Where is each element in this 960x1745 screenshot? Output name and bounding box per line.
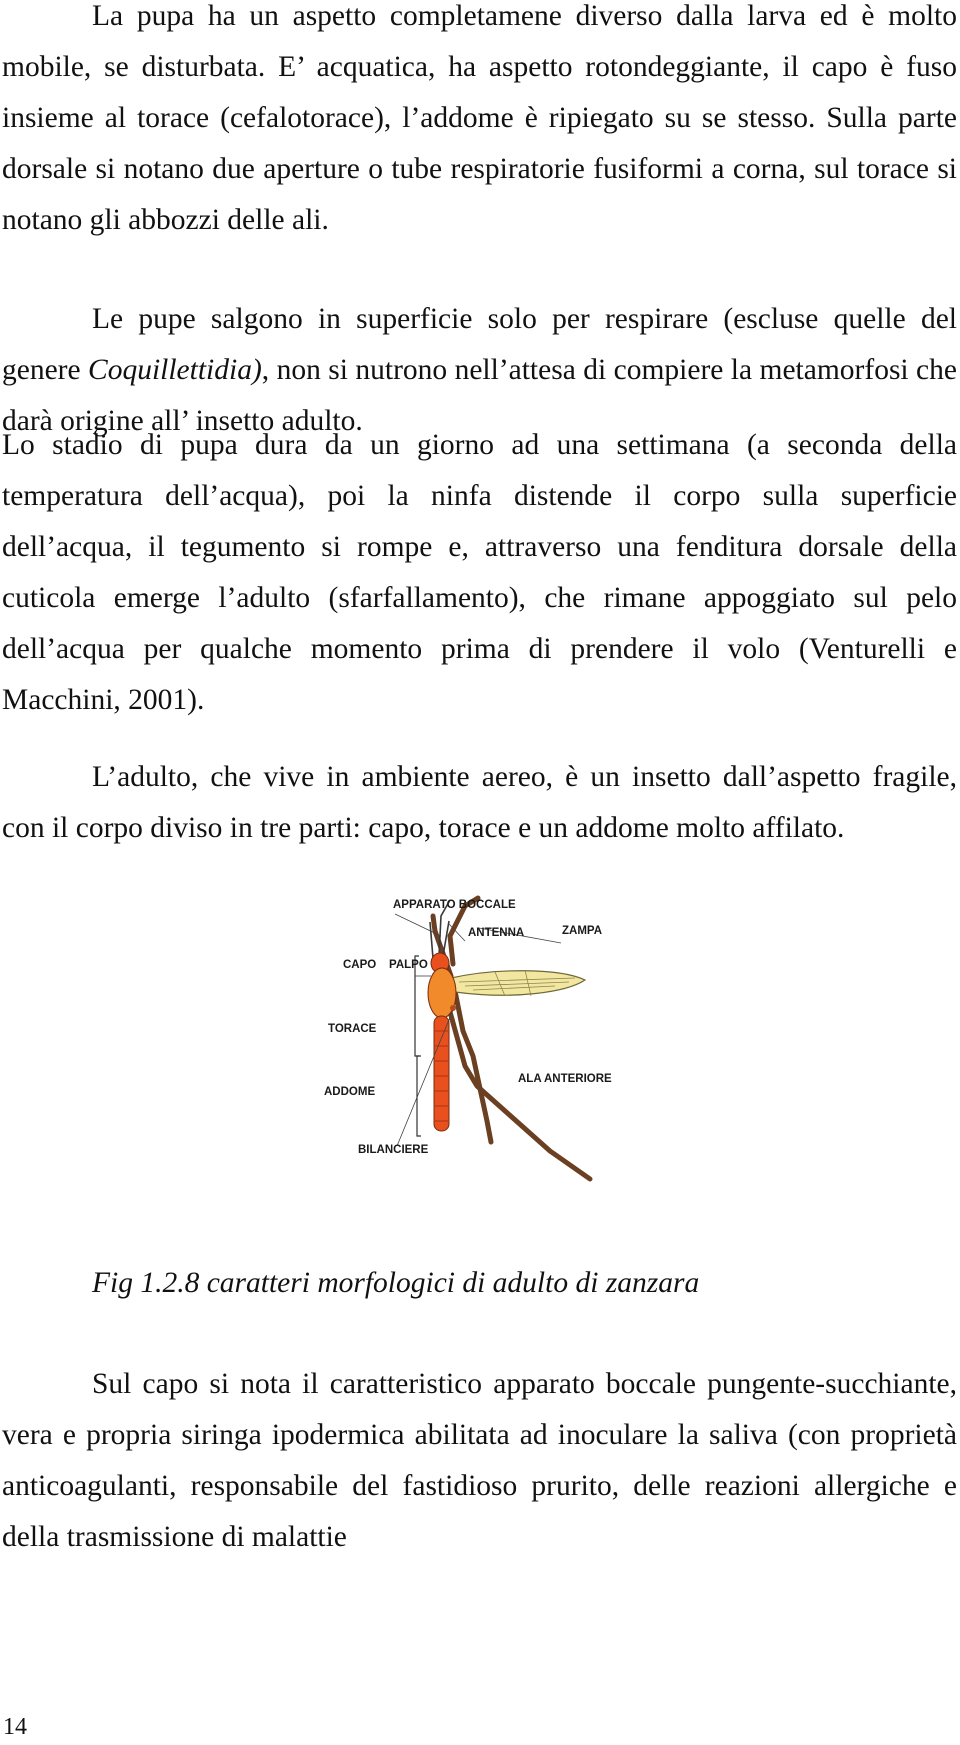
ala-anteriore bbox=[451, 971, 585, 995]
mosquito-diagram bbox=[324, 896, 695, 1261]
label-apparato-boccale: APPARATO BOCCALE bbox=[393, 899, 516, 911]
mosquito-legs bbox=[433, 898, 590, 1179]
page-number: 14 bbox=[3, 1714, 27, 1740]
label-bilanciere: BILANCIERE bbox=[358, 1144, 429, 1156]
bracket-capo-torace bbox=[415, 956, 419, 1056]
label-antenna: ANTENNA bbox=[468, 927, 525, 939]
genus-name-italic: Coquillettidia) bbox=[88, 354, 262, 386]
mosquito-morphology-figure bbox=[324, 896, 695, 1261]
hind-leg bbox=[447, 1001, 590, 1179]
paragraph-mouthparts: Sul capo si nota il caratteristico apparato boccale pungente-succhiante, vera e propria siringa ipodermica abilitata ad inoculare la saliva (con proprietà anticoagulanti, responsabile del fastidioso prurito, delle reazioni allergiche e della trasmissione di malattie bbox=[2, 1368, 957, 1553]
mosquito-wing bbox=[451, 970, 585, 996]
label-addome: ADDOME bbox=[324, 1086, 376, 1098]
paragraph-pupa-stage: Lo stadio di pupa dura da un giorno ad una settimana (a seconda della temperatura dell’acqua), poi la ninfa distende il corpo sulla superficie dell’acqua, il tegumento si rompe e, attraverso una fenditura dorsale della cuticola emerge l’adulto (sfarfallamento), che rimane appoggiato sul pelo dell’acqua per qualche momento prima di prendere il volo (Venturelli e Macchini, 2001). bbox=[2, 429, 957, 716]
label-torace: TORACE bbox=[328, 1023, 377, 1035]
figure-leader-lines bbox=[395, 914, 561, 1146]
mosquito-body bbox=[428, 953, 456, 1131]
middle-leg bbox=[455, 991, 491, 1142]
abdomen bbox=[434, 1016, 449, 1131]
paragraph-pupa-description: La pupa ha un aspetto completamene diverso dalla larva ed è molto mobile, se disturbata. E’ acquatica, ha aspetto rotondeggiante, il capo è fuso insieme al torace (cefalotorace), l’addome è ripiegato su se stesso. Sulla parte dorsale si notano due aperture o tube respiratorie fusiformi a corna, sul torace si notano gli abbozzi delle ali. bbox=[2, 0, 957, 236]
figure-brackets bbox=[415, 956, 421, 1136]
paragraph-text: Le pupe salgono in superficie solo per respirare (escluse quelle del genere bbox=[2, 303, 957, 386]
figure-caption: Fig 1.2.8 caratteri morfologici di adulto di zanzara bbox=[92, 1267, 700, 1299]
label-palpo: PALPO bbox=[389, 959, 428, 971]
paragraph-adult-description: L’adulto, che vive in ambiente aereo, è un insetto dall’aspetto fragile, con il corpo diviso in tre parti: capo, torace e un addome molto affilato. bbox=[2, 761, 957, 844]
label-zampa: ZAMPA bbox=[562, 925, 603, 937]
paragraph-text: , non si nutrono nell’attesa di compiere la metamorfosi che darà origine all’ insetto adulto. bbox=[2, 354, 957, 437]
label-ala-anteriore: ALA ANTERIORE bbox=[518, 1073, 612, 1085]
label-capo: CAPO bbox=[343, 959, 377, 971]
